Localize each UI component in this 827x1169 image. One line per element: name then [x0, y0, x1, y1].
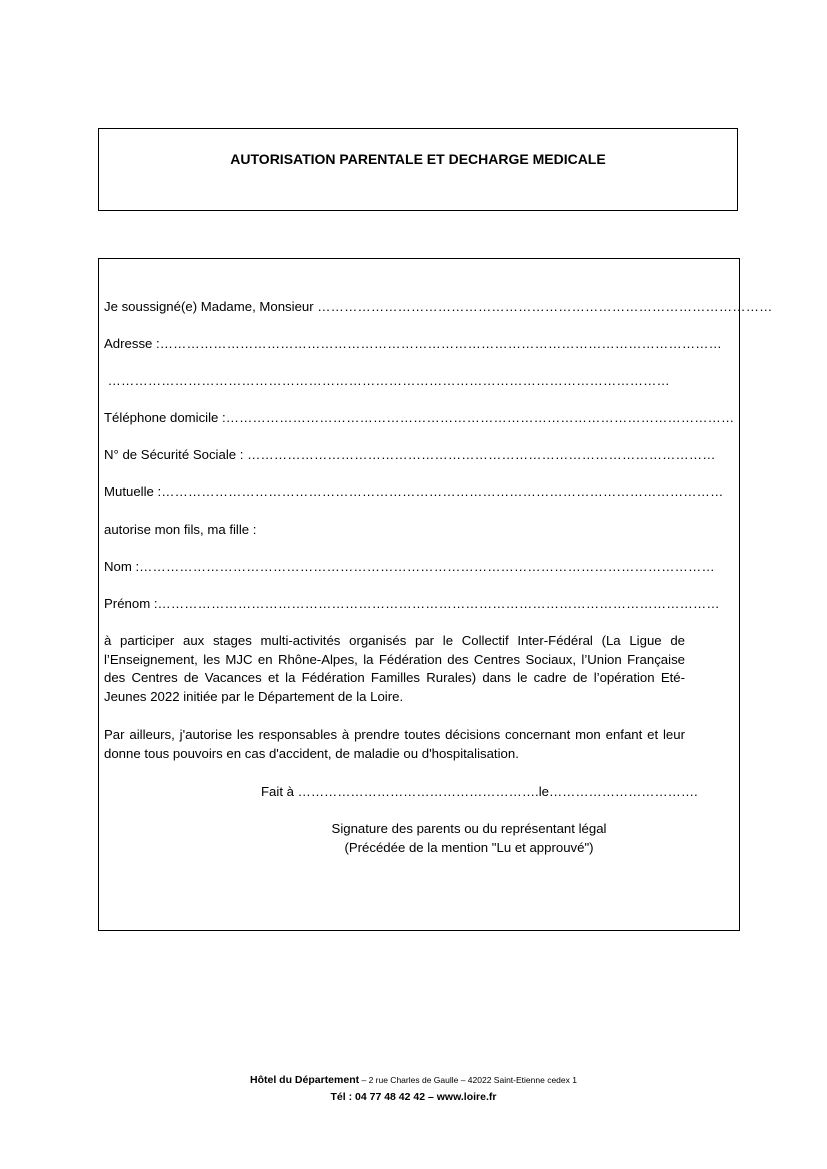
field-label: Prénom : [104, 596, 158, 611]
field-prenom[interactable] [104, 595, 720, 613]
footer-contact: Tél : 04 77 48 42 42 – www.loire.fr [330, 1091, 497, 1103]
participation-paragraph: à participer aux stages multi-activités organisés par le Collectif Inter-Fédéral (La Ligue de l’Enseignement, les MJC en Rhône-Alpes, la Fédération des Centres Sociaux, l’Union Française des Centres de Vacances et la Fédération Familles Rurales) dans le cadre de l’opération Eté-Jeunes 2022 initiée par le Département de la Loire. [104, 633, 685, 704]
field-securite-sociale[interactable] [104, 446, 716, 464]
field-dots: ……………………………………………………………………………………………………………… [159, 336, 722, 351]
title-box [98, 128, 738, 211]
field-nom[interactable] [104, 558, 715, 576]
field-label: Téléphone domicile : [104, 410, 226, 425]
field-label: Adresse : [104, 336, 160, 351]
autorisation-paragraph: Par ailleurs, j'autorise les responsables à prendre toutes décisions concernant mon enfant et leur donne tous pouvoirs en cas d'accident, de maladie ou d'hospitalisation. [104, 727, 685, 761]
signature-block [299, 819, 639, 857]
field-dots: …………………………………………………………………………………………… [247, 447, 716, 462]
footer-org: Hôtel du Département [250, 1074, 360, 1086]
fait-le-dots: ……………………………. [548, 784, 698, 799]
footer-address: – 2 rue Charles de Gaulle – 42022 Saint-Etienne cedex 1 [359, 1075, 577, 1085]
field-soussigne[interactable] [104, 298, 773, 316]
footer-address-line [0, 1072, 827, 1089]
field-adresse-line2[interactable] [104, 372, 684, 390]
field-label: Mutuelle : [104, 484, 162, 499]
fait-a-dots: ………………………………………………. [297, 784, 539, 799]
field-dots: …………………………………………………………………………………………………… [225, 410, 735, 425]
field-dots: ………………………………………………………………………………………………………………… [139, 559, 715, 574]
field-adresse[interactable] [104, 335, 722, 353]
form-box [98, 258, 773, 931]
field-label: Nom : [104, 559, 140, 574]
field-label: Je soussigné(e) Madame, Monsieur [104, 299, 318, 314]
fait-line[interactable] [261, 783, 698, 801]
field-dots: ……………………………………………………………………………………………………………… [157, 596, 720, 611]
fait-le-label: le [538, 784, 549, 799]
document-title: AUTORISATION PARENTALE ET DECHARGE MEDICALE [230, 151, 606, 167]
signature-line2: (Précédée de la mention "Lu et approuvé") [344, 840, 594, 855]
footer [0, 1072, 827, 1105]
field-dots: ……………………………………………………………………………………………………………… [161, 484, 724, 499]
field-label: N° de Sécurité Sociale : [104, 447, 248, 462]
fait-a-label: Fait à [261, 784, 298, 799]
field-telephone[interactable] [104, 409, 735, 427]
signature-line1: Signature des parents ou du représentant légal [331, 821, 607, 836]
field-mutuelle[interactable] [104, 483, 724, 501]
field-dots: ………………………………………………………………………………………… [317, 299, 773, 314]
field-dots: ……………………………………………………………………………………………………………… [107, 373, 670, 388]
autorise-text: autorise mon fils, ma fille : [104, 522, 257, 537]
